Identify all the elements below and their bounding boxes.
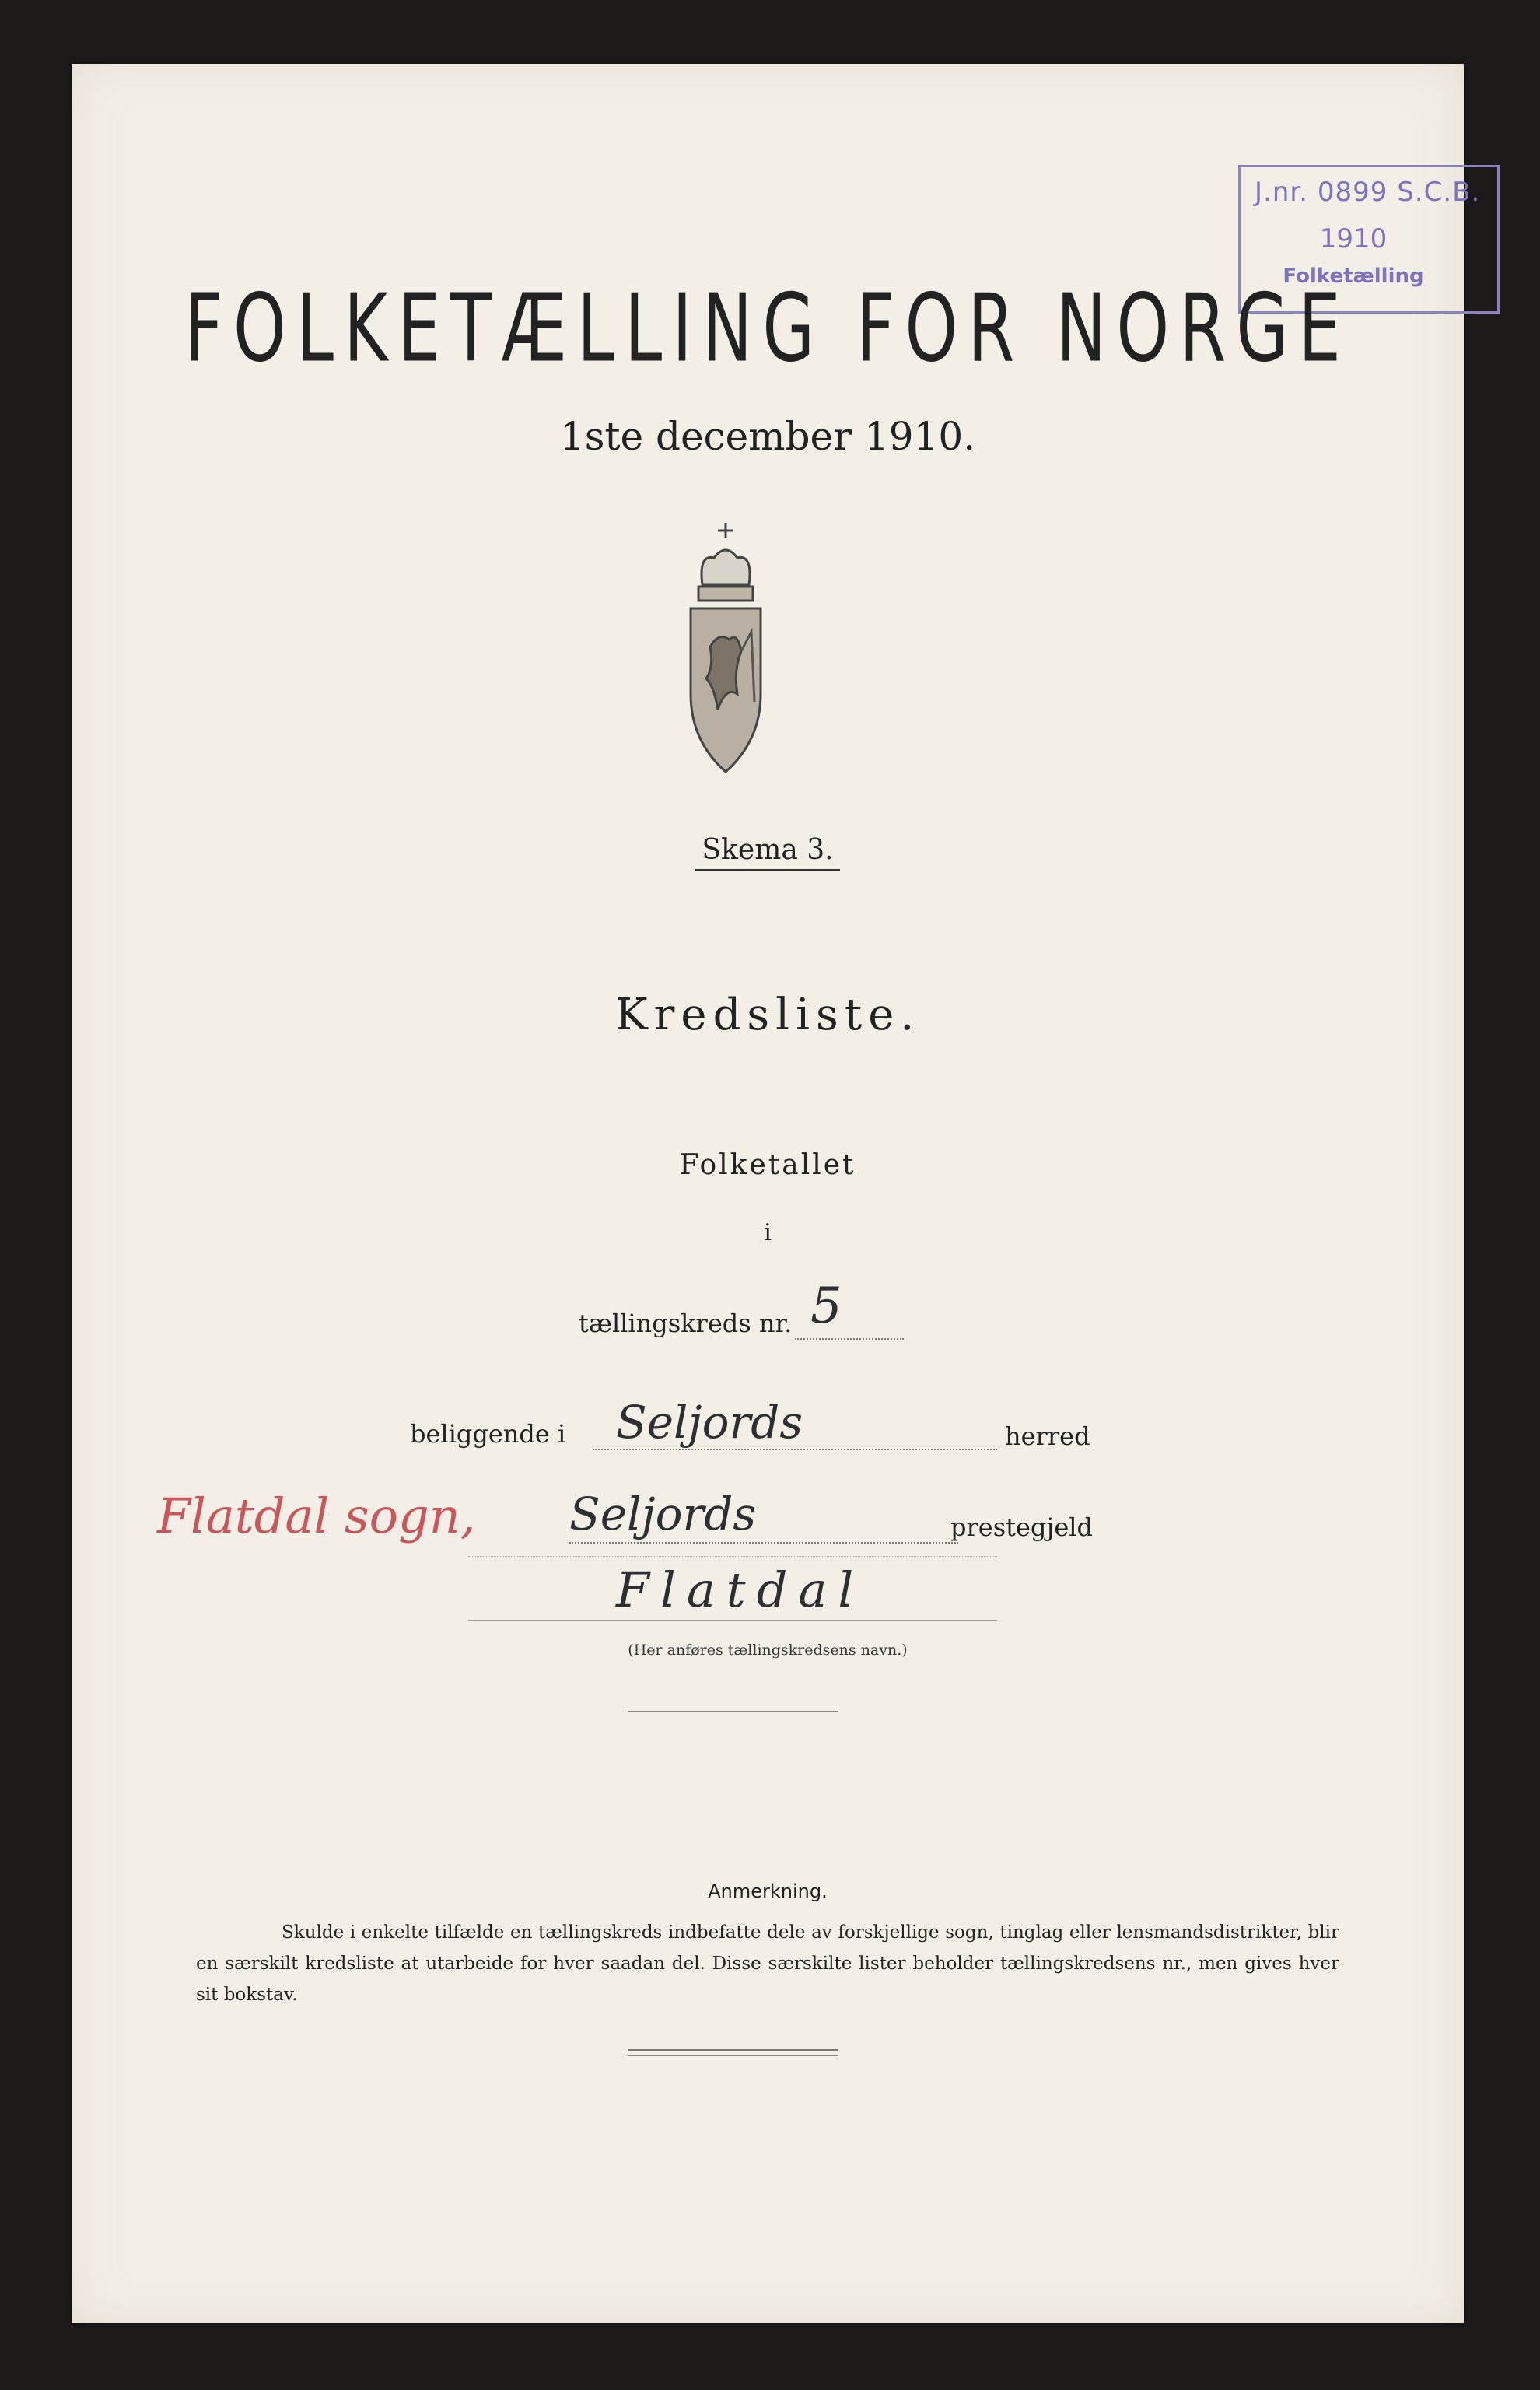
prestegjeld-line [569,1542,958,1544]
bottom-divider-1 [628,2049,838,2051]
herred-line [593,1449,997,1450]
page-title: FOLKETÆLLING FOR NORGE [184,274,1351,383]
schema-number: Skema 3. [72,834,1464,871]
divider [628,1711,838,1712]
district-name-line [468,1556,997,1557]
form-heading: Kredsliste. [614,990,921,1040]
stamp-year: 1910 [1319,223,1388,254]
herred-label: herred [1005,1421,1090,1451]
bottom-divider-2 [628,2055,838,2056]
note-text: Skulde i enkelte tilfælde en tællingskreds indbefatte dele av forskjellige sogn, tinglag eller lensmandsdistrikter, blir en særskilt kredsliste at utarbeide for hver saadan del. Disse særskilte lister beholder tællingskredsens nr., men gives hver sit bokstav. [196,1922,1339,2005]
parish-annotation: Flatdal sogn, [157,1488,476,1544]
prestegjeld-label: prestegjeld [950,1512,1093,1542]
prestegjeld-value: Seljords [569,1488,757,1540]
census-form-page [72,64,1481,2323]
district-name-value: Flatdal [616,1561,865,1618]
in-label: i [764,1219,772,1246]
district-name-underline [468,1620,997,1621]
herred-value: Seljords [616,1396,803,1449]
note-heading: Anmerkning. [708,1880,828,1902]
district-number-value: 5 [810,1277,842,1335]
district-name-note: (Her anføres tællingskredsens navn.) [628,1642,908,1659]
stamp-journal-number: J.nr. 0899 S.C.B. [1255,177,1481,208]
district-number-label: tællingskreds nr. [579,1309,793,1338]
norwegian-coat-of-arms-icon [683,515,768,780]
located-label: beliggende i [410,1419,566,1449]
district-number-line [795,1338,904,1340]
population-label: Folketallet [679,1149,856,1181]
page-subtitle: 1ste december 1910. [559,414,976,459]
stamp-department: Folketælling [1283,265,1424,288]
